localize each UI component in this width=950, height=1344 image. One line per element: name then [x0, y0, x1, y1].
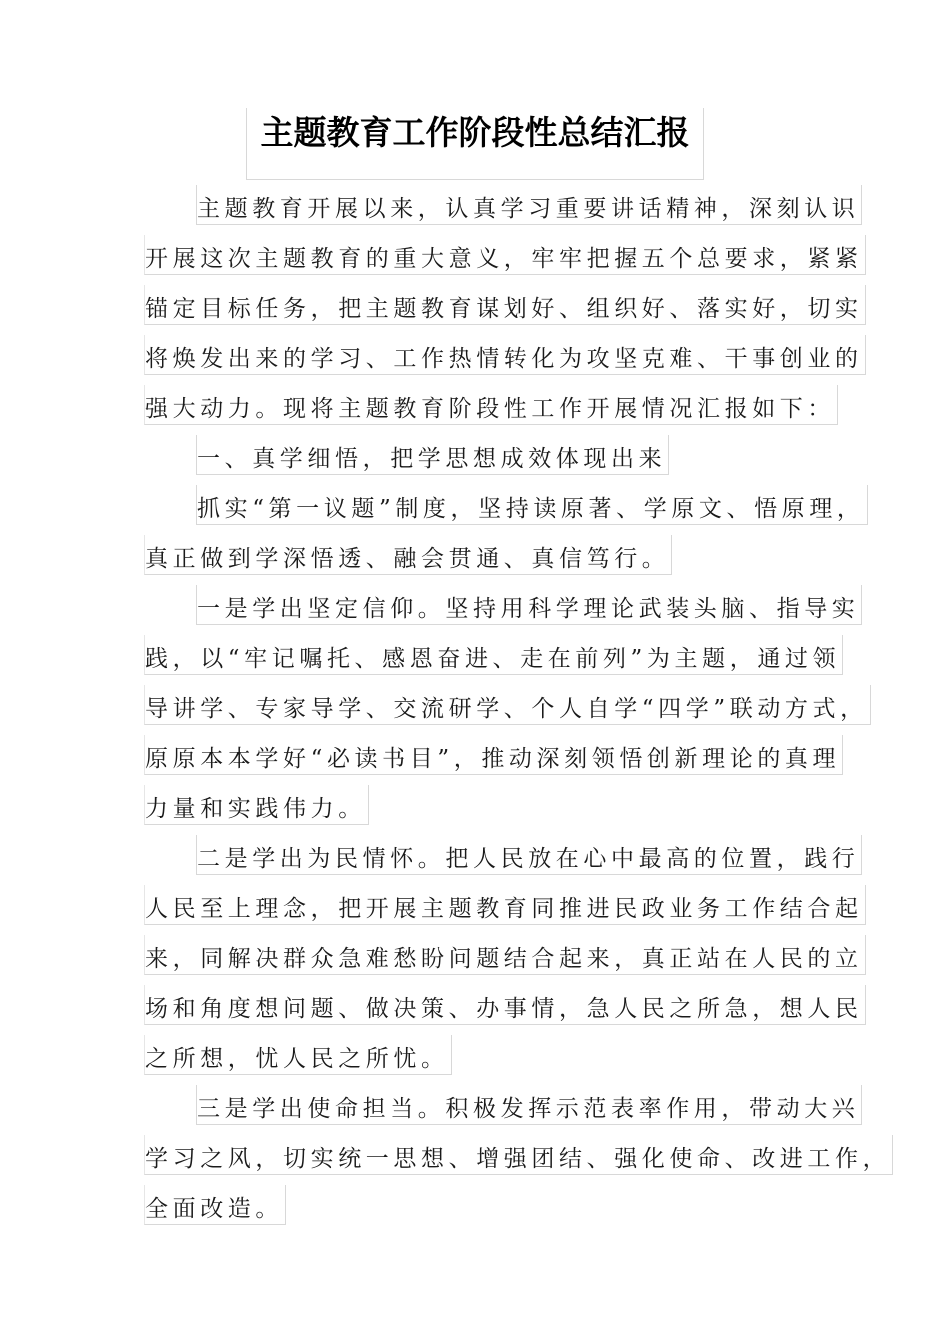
section-heading-line: 一、真学细悟，把学思想成效体现出来: [144, 434, 807, 484]
paragraph-line: 践，以“牢记嘱托、感恩奋进、走在前列”为主题，通过领: [144, 634, 807, 684]
paragraph-line: 全面改造。: [144, 1184, 807, 1234]
paragraph-line: 三是学出使命担当。积极发挥示范表率作用，带动大兴: [144, 1084, 807, 1134]
paragraph-line: 将焕发出来的学习、工作热情转化为攻坚克难、干事创业的: [144, 334, 807, 384]
paragraph-line: 真正做到学深悟透、融会贯通、真信笃行。: [144, 534, 807, 584]
paragraph-line: 导讲学、专家导学、交流研学、个人自学“四学”联动方式，: [144, 684, 807, 734]
paragraph-belief: [144, 584, 868, 834]
paragraph-line: 原原本本学好“必读书目”，推动深刻领悟创新理论的真理: [144, 734, 807, 784]
paragraph-line: 场和角度想问题、做决策、办事情，急人民之所急，想人民: [144, 984, 807, 1034]
paragraph-mission: [144, 1084, 891, 1234]
paragraph-line: 之所想，忧人民之所忧。: [144, 1034, 807, 1084]
paragraph-people: [144, 834, 863, 1084]
paragraph-line: 抓实“第一议题”制度，坚持读原著、学原文、悟原理，: [144, 484, 807, 534]
document-body: [144, 184, 891, 1234]
paragraph-line: 锚定目标任务，把主题教育谋划好、组织好、落实好，切实: [144, 284, 807, 334]
section-heading: [144, 434, 807, 484]
paragraph-first-topic: [144, 484, 865, 584]
paragraph-line: 开展这次主题教育的重大意义，牢牢把握五个总要求，紧紧: [144, 234, 807, 284]
paragraph-line: 二是学出为民情怀。把人民放在心中最高的位置，践行: [144, 834, 807, 884]
paragraph-line: 强大动力。现将主题教育阶段性工作开展情况汇报如下：: [144, 384, 807, 434]
document-title: 主题教育工作阶段性总结汇报: [246, 108, 704, 180]
paragraph-line: 学习之风，切实统一思想、增强团结、强化使命、改进工作，: [144, 1134, 807, 1184]
paragraph-line: 力量和实践伟力。: [144, 784, 807, 834]
paragraph-intro: [144, 184, 863, 434]
paragraph-line: 主题教育开展以来，认真学习重要讲话精神，深刻认识: [144, 184, 807, 234]
paragraph-line: 人民至上理念，把开展主题教育同推进民政业务工作结合起: [144, 884, 807, 934]
paragraph-line: 来，同解决群众急难愁盼问题结合起来，真正站在人民的立: [144, 934, 807, 984]
paragraph-line: 一是学出坚定信仰。坚持用科学理论武装头脑、指导实: [144, 584, 807, 634]
